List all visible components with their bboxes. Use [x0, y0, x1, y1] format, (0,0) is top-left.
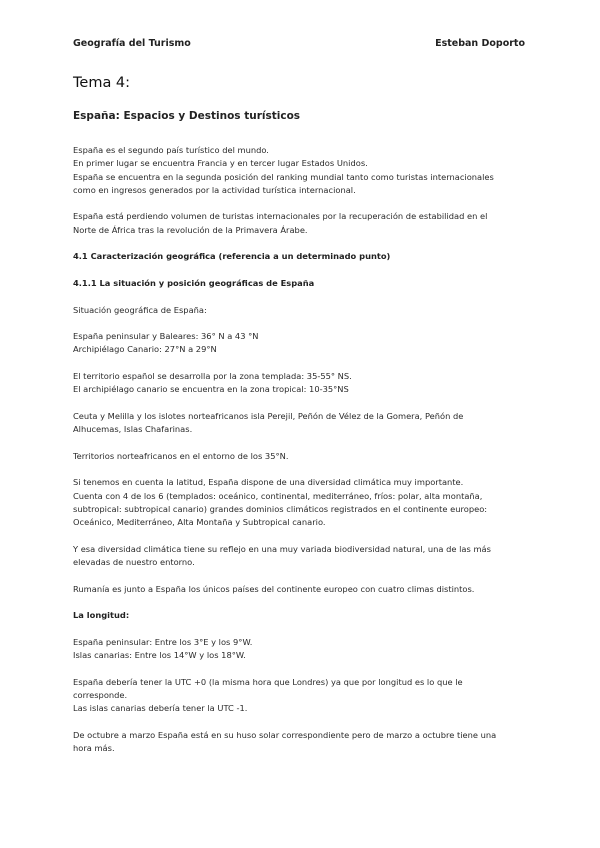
paragraph-romania [73, 583, 533, 596]
text-line: España está perdiendo volumen de turistas internacionales por la recuperación de estabilidad en el [73, 211, 488, 222]
text-line: corresponde. [73, 690, 128, 701]
paragraph-north-africa [73, 450, 533, 463]
paragraph-intro [73, 144, 533, 197]
text-line: España debería tener la UTC +0 (la misma hora que Londres) ya que por longitud es lo que le [73, 676, 463, 687]
text-line: hora más. [73, 743, 115, 754]
topic-heading: Tema 4: [73, 75, 131, 91]
paragraph-tourist-decline [73, 210, 533, 237]
text-line: Las islas canarias debería tener la UTC -1. [73, 703, 248, 714]
paragraph-daylight-saving [73, 729, 533, 756]
text-line: Norte de África tras la revolución de la Primavera Árabe. [73, 224, 308, 235]
text-line: España peninsular y Baleares: 36° N a 43 °N [73, 331, 259, 342]
text-line: Cuenta con 4 de los 6 (templados: oceánico, continental, mediterráneo, fríos: polar, alta montaña, [73, 490, 483, 501]
paragraph-biodiversity [73, 543, 533, 570]
document-body [73, 74, 533, 769]
paragraph-latitudes [73, 330, 533, 357]
text-line: Situación geográfica de España: [73, 304, 207, 315]
paragraph-climate [73, 476, 533, 529]
text-line: España se encuentra en la segunda posición del ranking mundial tanto como turistas internacionales [73, 171, 494, 182]
header-right: Esteban Doporto [435, 38, 525, 49]
paragraph-utc [73, 676, 533, 716]
text-line: Rumanía es junto a España los únicos países del continente europeo con cuatro climas distintos. [73, 583, 475, 594]
text-line: En primer lugar se encuentra Francia y en tercer lugar Estados Unidos. [73, 158, 368, 169]
section-heading-longitude: La longitud: [73, 610, 130, 621]
section-heading-4-1-1: 4.1.1 La situación y posición geográficas de España [73, 277, 315, 288]
text-line: Territorios norteafricanos en el entorno de los 35°N. [73, 450, 289, 461]
text-line: España peninsular: Entre los 3°E y los 9°W. [73, 636, 253, 647]
text-line: elevadas de nuestro entorno. [73, 557, 195, 568]
text-line: España es el segundo país turístico del mundo. [73, 145, 269, 155]
text-line: Archipiélago Canario: 27°N a 29°N [73, 344, 217, 355]
paragraph-ceuta-melilla [73, 410, 533, 437]
section-heading-4-1: 4.1 Caracterización geográfica (referencia a un determinado punto) [73, 251, 391, 262]
paragraph-longitudes [73, 636, 533, 663]
text-line: subtropical: subtropical canario) grandes dominios climáticos registrados en el continente europeo: [73, 504, 488, 515]
text-line: Islas canarias: Entre los 14°W y los 18°W. [73, 650, 246, 661]
text-line: El archipiélago canario se encuentra en la zona tropical: 10-35°NS [73, 384, 349, 395]
text-line: El territorio español se desarrolla por la zona templada: 35-55° NS. [73, 371, 352, 382]
paragraph-zones [73, 370, 533, 397]
text-line: Oceánico, Mediterráneo, Alta Montaña y Subtropical canario. [73, 517, 326, 528]
paragraph-situation [73, 304, 533, 317]
text-line: Ceuta y Melilla y los islotes norteafricanos isla Perejil, Peñón de Vélez de la Gomera, Peñón de [73, 410, 464, 421]
text-line: De octubre a marzo España está en su huso solar correspondiente pero de marzo a octubre tiene una [73, 730, 497, 741]
document-title: España: Espacios y Destinos turísticos [73, 110, 301, 122]
header-left: Geografía del Turismo [73, 38, 191, 49]
text-line: como en ingresos generados por la actividad turística internacional. [73, 184, 356, 195]
text-line: Alhucemas, Islas Chafarinas. [73, 424, 193, 435]
text-line: Y esa diversidad climática tiene su reflejo en una muy variada biodiversidad natural, una de las más [73, 543, 491, 554]
text-line: Si tenemos en cuenta la latitud, España dispone de una diversidad climática muy importante. [73, 477, 464, 488]
